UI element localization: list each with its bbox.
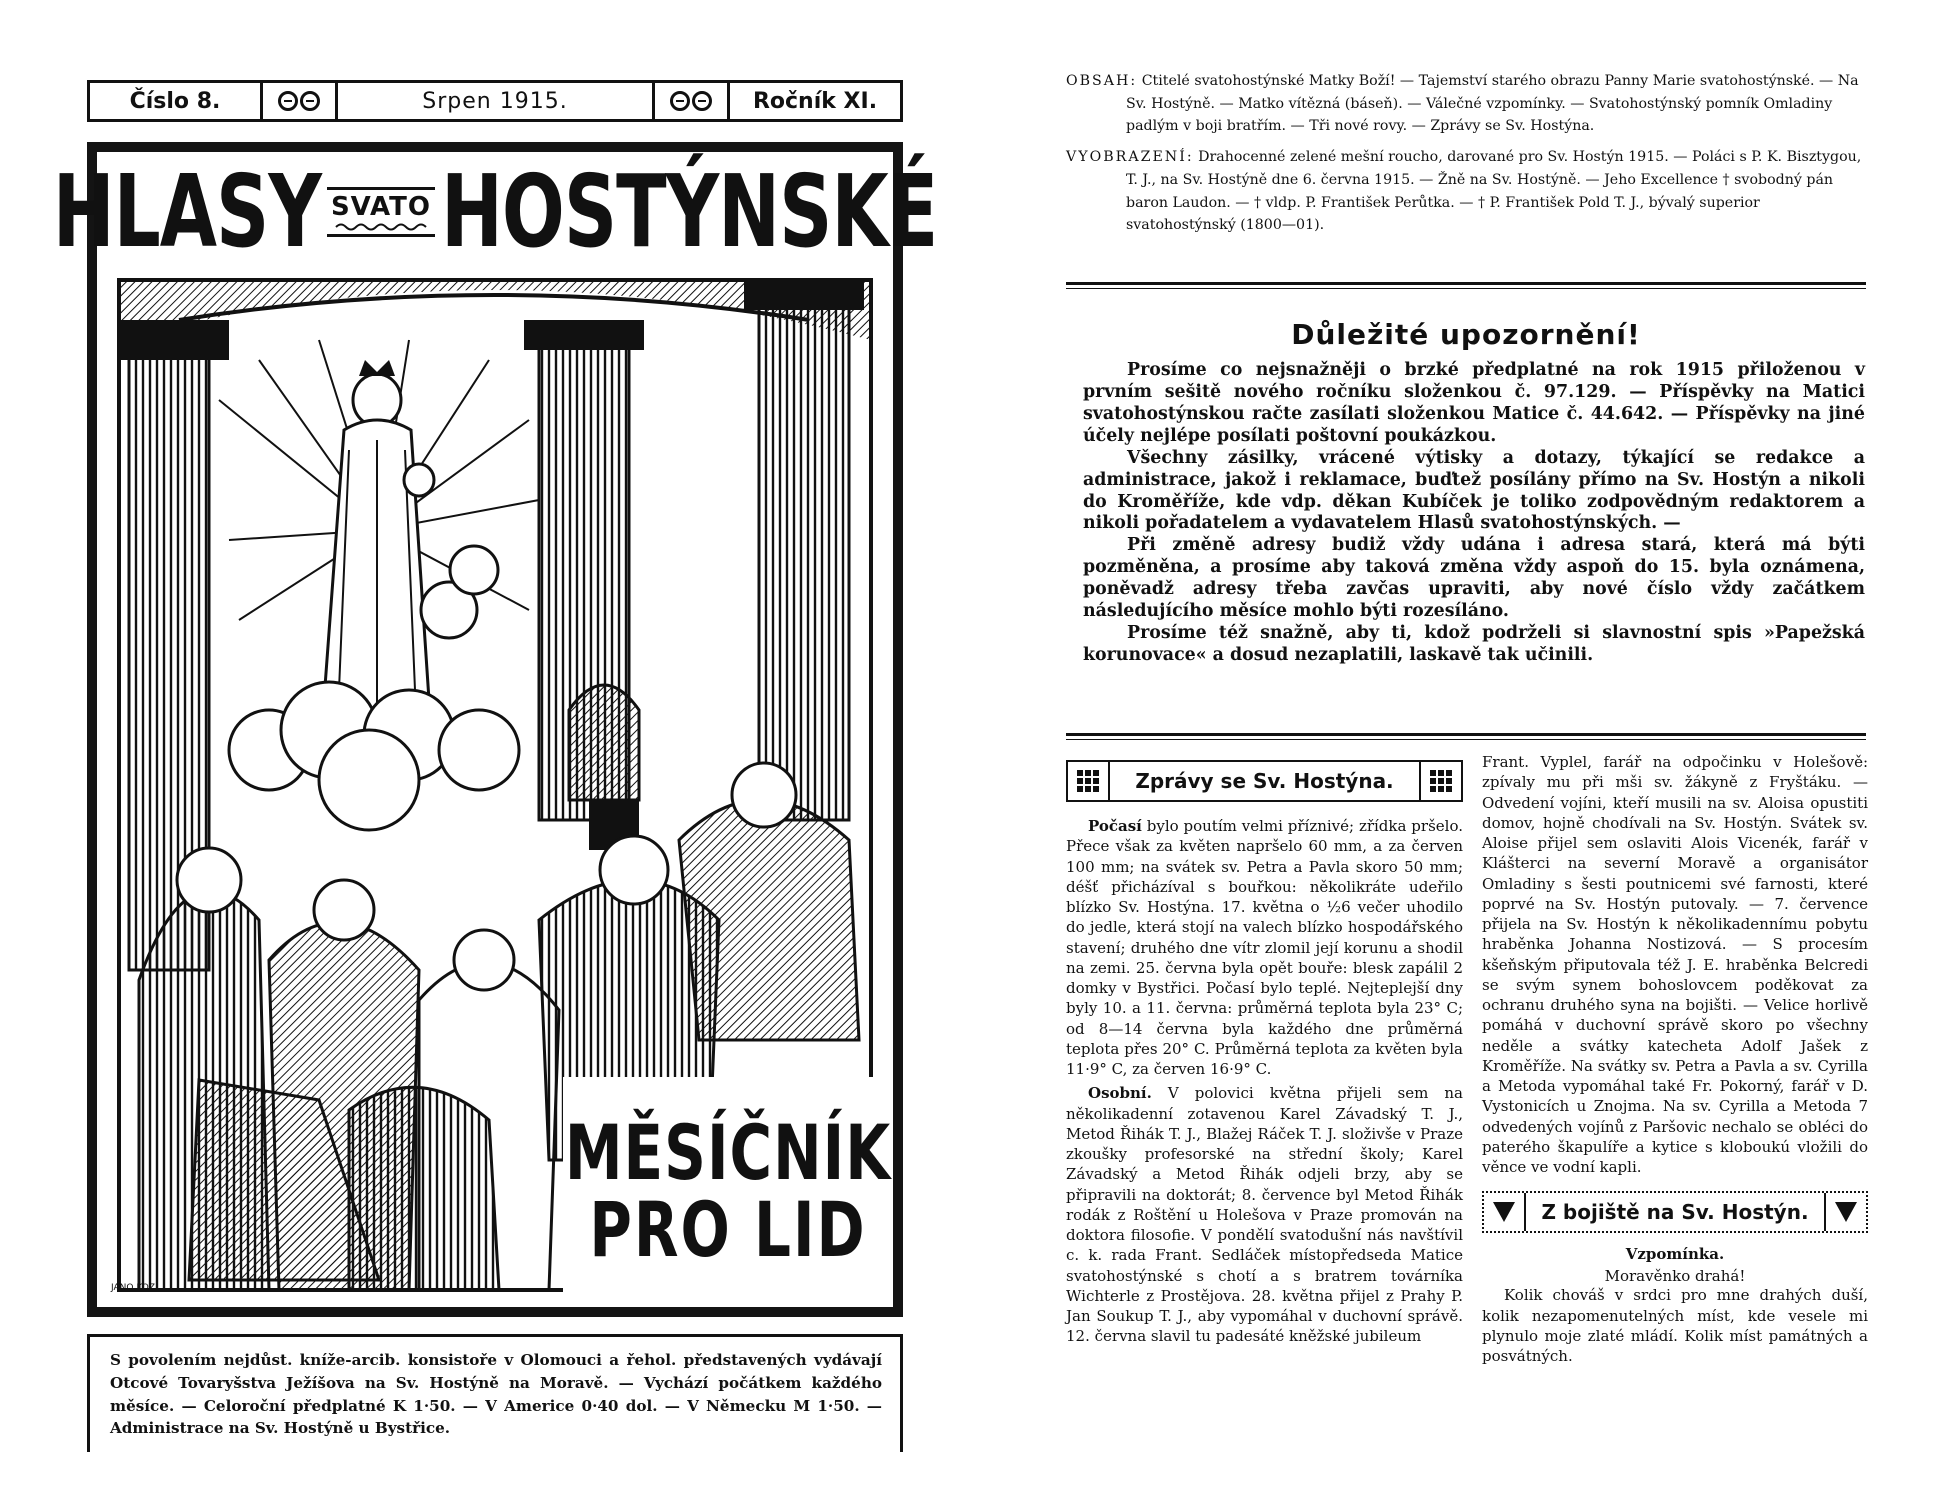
news-continued-text: Frant. Vyplel, farář na odpočinku v Holešově: zpívaly mu při mši sv. žákyně z Fryštáku. — Odvedení vojíni, kteří musili na sv. Aloisa opustiti domov, hojně chodívali na Sv. Hostýn. Svátek sv. Aloise přijel sem oslaviti Alois Vicenék, farář v Klášterci na severní Moravě a organisátor Omladiny s šesti poutnicemi své farnosti, které poprvé na Sv. Hostýn putovaly. — 7. července přijela na Sv. Hostýn k několikadennímu pobytu hraběnka Johanna Nostizová. — S procesím kšeňským připutovala též J. E. hraběnka Belcredi se svým synem bohoslovcem poděkovat za ochranu druhého syna na bojišti. — Velice horlivě pomáhá v duchovní správě skoro po všechny neděle a svátky katecheta Adolf Jašek z Kroměříže. Na svátky sv. Petra a Pavla a sv. Cyrilla a Metoda vypomáhal také Fr. Pokorný, farář v D. Vystonicích u Znojma. Na sv. Cyrilla a Metoda 7 odvedených vojínů z Paršovic nechalo se obléci do paterého škapulíře a kytice s kloboukú vložili do věnce ve vodní kapli. <box>1482 753 1868 1176</box>
battlefield-heading: Z bojiště na Sv. Hostýn. <box>1541 1200 1809 1225</box>
masthead-small-text: SVATO <box>330 192 431 222</box>
ornament-icon <box>652 83 730 119</box>
issue-number: Číslo 8. <box>129 88 221 114</box>
contents-text: Ctitelé svatohostýnské Matky Boží! — Tajemství starého obrazu Panny Marie svatohostýnské. — Na Sv. Hostýně. — Matko vítězná (báseň). — Válečné vzpomínky. — Svatohostýnský pomník Omladiny padlým v boji bratřím. — Tři nové rovy. — Zprávy se Sv. Hostýna. <box>1126 73 1859 135</box>
memory-title: Vzpomínka. <box>1625 1245 1725 1264</box>
artist-signature: JANO KOZ <box>111 1283 155 1293</box>
ornament-icon <box>260 83 338 119</box>
news-section-header <box>1066 760 1463 802</box>
persons-text: V polovici května přijeli sem na několikadenní zotavenou Karel Závadský T. J., Metod Řihák T. J., Blažej Ráček T. J. složivše v Praze zkoušky profesorské na střední školy; Karel Závadský a Metod Řihák odjeli brzy, aby se připravili na doktorát; 8. července byl Metod Řihák rodák z Roštění u Holešova v Praze promován na doktora filosofie. V pondělí svatodušní nás navštívil c. k. rada Frant. Sedláček místopředseda Matice svatohostýnské s chotí a s bratrem továrníka Wichterle z Prostějova. 28. května přijel z Prahy P. Jan Soukup T. J., aby vypomáhal v duchovní správě. 12. června slavil tu padesáté kněžské jubileum <box>1066 1084 1463 1346</box>
table-of-contents <box>1066 70 1866 245</box>
masthead-title <box>52 152 938 272</box>
news-text <box>1066 816 1463 1347</box>
illustrations-entry <box>1066 146 1866 237</box>
grid-ornament-icon <box>1419 762 1461 800</box>
weather-paragraph <box>1066 816 1463 1079</box>
cover-header-bar <box>87 80 903 122</box>
illustrations-label: VYOBRAZENÍ: <box>1066 149 1194 166</box>
imprint-text: S povolením nejdůst. kníže-arcib. konsistoře v Olomouci a řehol. představených vydávají Otcové Tovaryšstva Ježíšova na Sv. Hostýně na Moravě. — Vychází počátkem každého měsíce. — Celoroční předplatné K 1·50. — V Americe 0·40 dol. — V Německu M 1·50. — Administrace na Sv. Hostýně u Bystřice. <box>87 1334 903 1452</box>
masthead-word-1: HLASY <box>52 153 321 271</box>
letter-greeting: Moravěnko drahá! <box>1604 1267 1746 1286</box>
contents-label: OBSAH: <box>1066 73 1138 89</box>
contents-page <box>973 0 1946 1500</box>
persons-paragraph <box>1066 1083 1463 1346</box>
persons-lead: Osobní. <box>1088 1084 1152 1103</box>
letter-text <box>1482 1285 1868 1366</box>
notice-body <box>1083 360 1865 667</box>
news-column-left <box>1066 760 1463 1347</box>
weather-text: bylo poutím velmi příznivé; zřídka pršelo. Přece však za květen napršelo 60 mm, a za červen 100 mm; na svátek sv. Petra a Pavla skoro 50 mm; déšť přicházíval s bouřkou: několikráte udeřilo blízko Sv. Hostýna. 17. května o ½6 večer uhodilo do jedle, která stojí na valech blízko hospodářského stavení; druhého dne vítr zlomil její korunu a shodil na zemi. 25. června byla opět bouře: blesk zapálil 2 domky v Bystřici. Počasí bylo teplé. Nejteplejší dny byly 10. a 11. června: průměrná teplota byla 23° C; od 8—14 června byla každého dne průměrná teplota přes 20° C. Průměrná teplota za květen byla 11·9° C, za červen 16·9° C. <box>1066 817 1463 1078</box>
subtitle-line-1: MĚSÍČNÍK <box>564 1108 892 1198</box>
monthly-subtitle <box>563 1077 893 1307</box>
issue-date: Srpen 1915. <box>422 88 568 114</box>
triangle-ornament-icon <box>1484 1193 1526 1231</box>
notice-paragraph: Prosíme též snažně, aby ti, kdož podrželi si slavnostní spis »Papežská korunovace« a dosud nezaplatili, laskavě tak učinili. <box>1083 623 1865 665</box>
divider <box>1066 282 1866 289</box>
masthead-word-3: HOSTÝNSKÉ <box>440 153 938 271</box>
notice-heading: Důležité upozornění! <box>1291 318 1641 351</box>
volume-number: Ročník XI. <box>752 88 878 114</box>
divider <box>1066 733 1866 740</box>
battlefield-section-header <box>1482 1191 1868 1233</box>
weather-lead: Počasí <box>1088 817 1142 835</box>
illustrations-text: Drahocenné zelené mešní roucho, darované pro Sv. Hostýn 1915. — Poláci s P. K. Bisztygou, T. J., na Sv. Hostýně dne 6. června 1915. — Žně na Sv. Hostýně. — Jeho Excellence † svobodný pán baron Laudon. — † vldp. P. František Perůtka. — † P. František Pold T. J., bývalý superior svatohostýnský (1800—01). <box>1126 149 1862 234</box>
news-heading: Zprávy se Sv. Hostýna. <box>1135 769 1394 793</box>
wave-ornament-icon <box>336 222 426 232</box>
masthead-word-2 <box>327 187 435 237</box>
notice-paragraph: Při změně adresy budiž vždy udána i adresa stará, která má býti pozměněna, a prosíme aby taková změna vždy aspoň do 15. byla oznámena, poněvadž adresy třeba zavčas upraviti, aby nové číslo vždy začátkem následujícího měsíce mohlo býti rozesíláno. <box>1083 535 1865 622</box>
notice-paragraph: Všechny zásilky, vrácené výtisky a dotazy, týkající se redakce a administrace, jakož i reklamace, buďtež posílány přímo na Sv. Hostýn a nikoli do Kroměříže, kde vdp. děkan Kubíček je toliko zodpovědným redaktorem a nikoli pořadatelem a vydavatelem Hlasů svatohostýnských. — <box>1083 447 1865 534</box>
news-column-right <box>1482 752 1868 1366</box>
contents-entry <box>1066 70 1866 138</box>
cover-illustration-frame <box>52 142 938 1317</box>
letter-paragraph: Kolik chováš v srdci pro mne drahých duší, kolik nezapomenutelných míst, kde vesele mi plynulo moje zlaté mládí. Kolik míst památných a posvátných. <box>1482 1286 1868 1365</box>
subtitle-line-2: PRO LID <box>589 1185 867 1275</box>
notice-paragraph: Prosíme co nejsnažněji o brzké předplatné na rok 1915 přiloženou v prvním sešitě nového ročníku složenkou č. 97.129. — Příspěvky na Matici svatohostýnskou račte zasílati složenkou Matice č. 44.642. — Příspěvky na jiné účely nejlépe posílati poštovní poukázkou. <box>1083 360 1865 446</box>
triangle-ornament-icon <box>1824 1193 1866 1231</box>
grid-ornament-icon <box>1068 762 1110 800</box>
